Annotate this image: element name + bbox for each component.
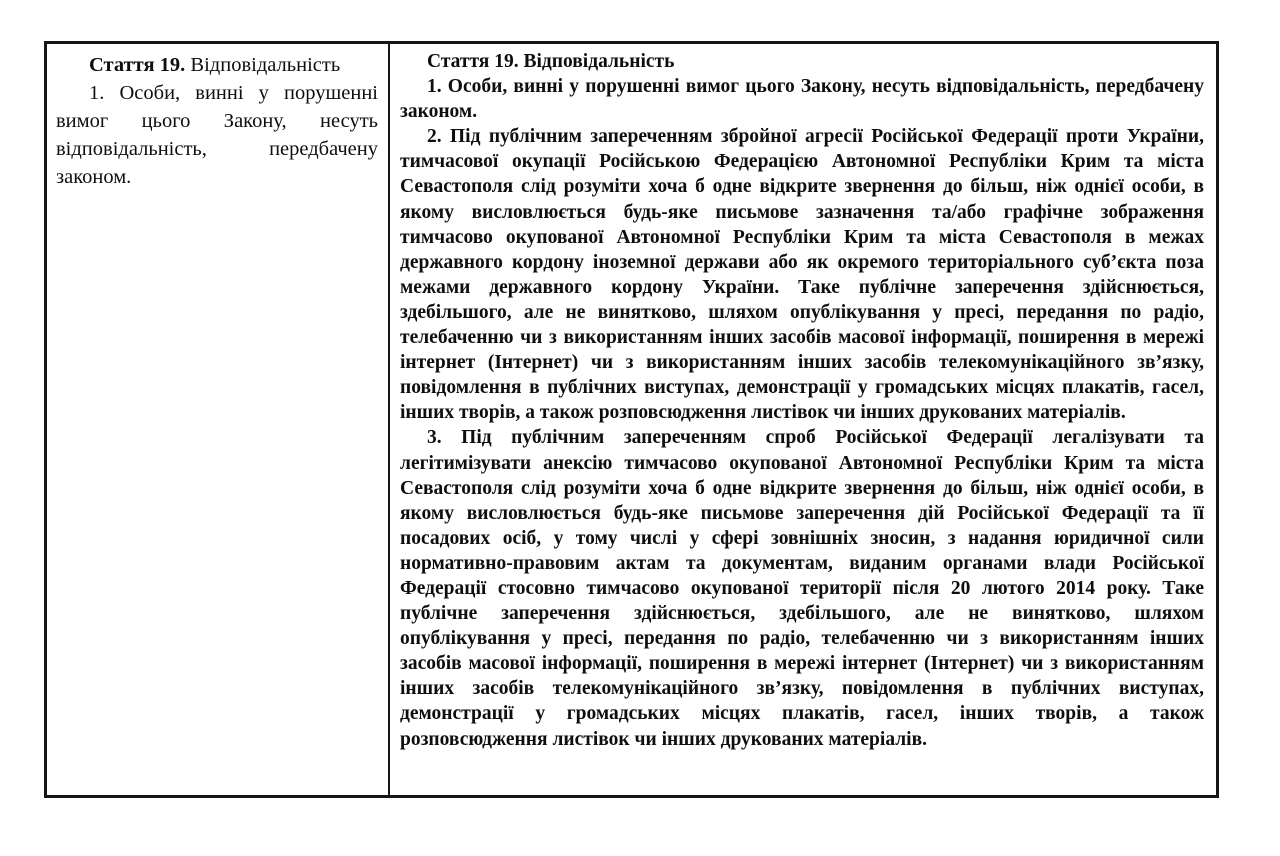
- article-paragraph-left-1: 1. Особи, винні у порушенні вимог цього Закону, несуть відповідальність, передбачену законом.: [56, 82, 378, 188]
- right-column-amended-text: [390, 44, 1216, 795]
- article-paragraph-right-2: 2. Під публічним запереченням збройної агресії Російської Федерації проти України, тимчасової окупації Російською Федерацією Автономної Республіки Крим та міста Севастополя слід розуміти хоча б одне відкрите звернення до більш, ніж однієї особи, в якому висловлюється будь-яке письмове зазначення та/або графічне зображення тимчасово окупованої Автономної Республіки Крим та міста Севастополя в межах державного кордону іноземної держави або як окремого територіального суб’єкта поза межами державного кордону України. Таке публічне заперечення здійснюється, здебільшого, але не винятково, шляхом опублікування у пресі, передання по радіо, телебаченню чи з використанням інших засобів масової інформації, поширення в мережі інтернет (Інтернет) чи з використанням інших засобів телекомунікаційного зв’язку, повідомлення в публічних виступах, демонстрації у громадських місцях плакатів, гасел, інших творів, а також розповсюдження листівок чи інших друкованих матеріалів.: [400, 126, 1204, 424]
- article-heading-right: Стаття 19. Відповідальність: [427, 51, 675, 72]
- article-title-left: Відповідальність: [190, 54, 341, 76]
- comparison-table: [44, 41, 1219, 798]
- article-heading-left: [56, 51, 378, 79]
- article-number-left: Стаття 19.: [89, 54, 186, 76]
- left-column-original-text: [47, 44, 390, 795]
- article-paragraph-right-3: 3. Під публічним запереченням спроб Російської Федерації легалізувати та легітимізувати анексію тимчасово окупованої Автономної Республіки Крим та міста Севастополя слід розуміти хоча б одне відкрите звернення до більш, ніж однієї особи, в якому висловлюється будь-яке письмове заперечення дій Російської Федерації та її посадових осіб, у тому числі у сфері зовнішніх зносин, з надання юридичної сили нормативно-правовим актам та документам, виданим органами влади Російської Федерації стосовно тимчасово окупованої території після 20 лютого 2014 року. Таке публічне заперечення здійснюється, здебільшого, але не винятково, шляхом опублікування у пресі, передання по радіо, телебаченню чи з використанням інших засобів масової інформації, поширення в мережі інтернет (Інтернет) чи з використанням інших засобів телекомунікаційного зв’язку, повідомлення в публічних виступах, демонстрації у громадських місцях плакатів, гасел, інших творів, а також розповсюдження листівок чи інших друкованих матеріалів.: [400, 427, 1204, 750]
- article-paragraph-right-1: 1. Особи, винні у порушенні вимог цього Закону, несуть відповідальність, передбачену законом.: [400, 76, 1204, 123]
